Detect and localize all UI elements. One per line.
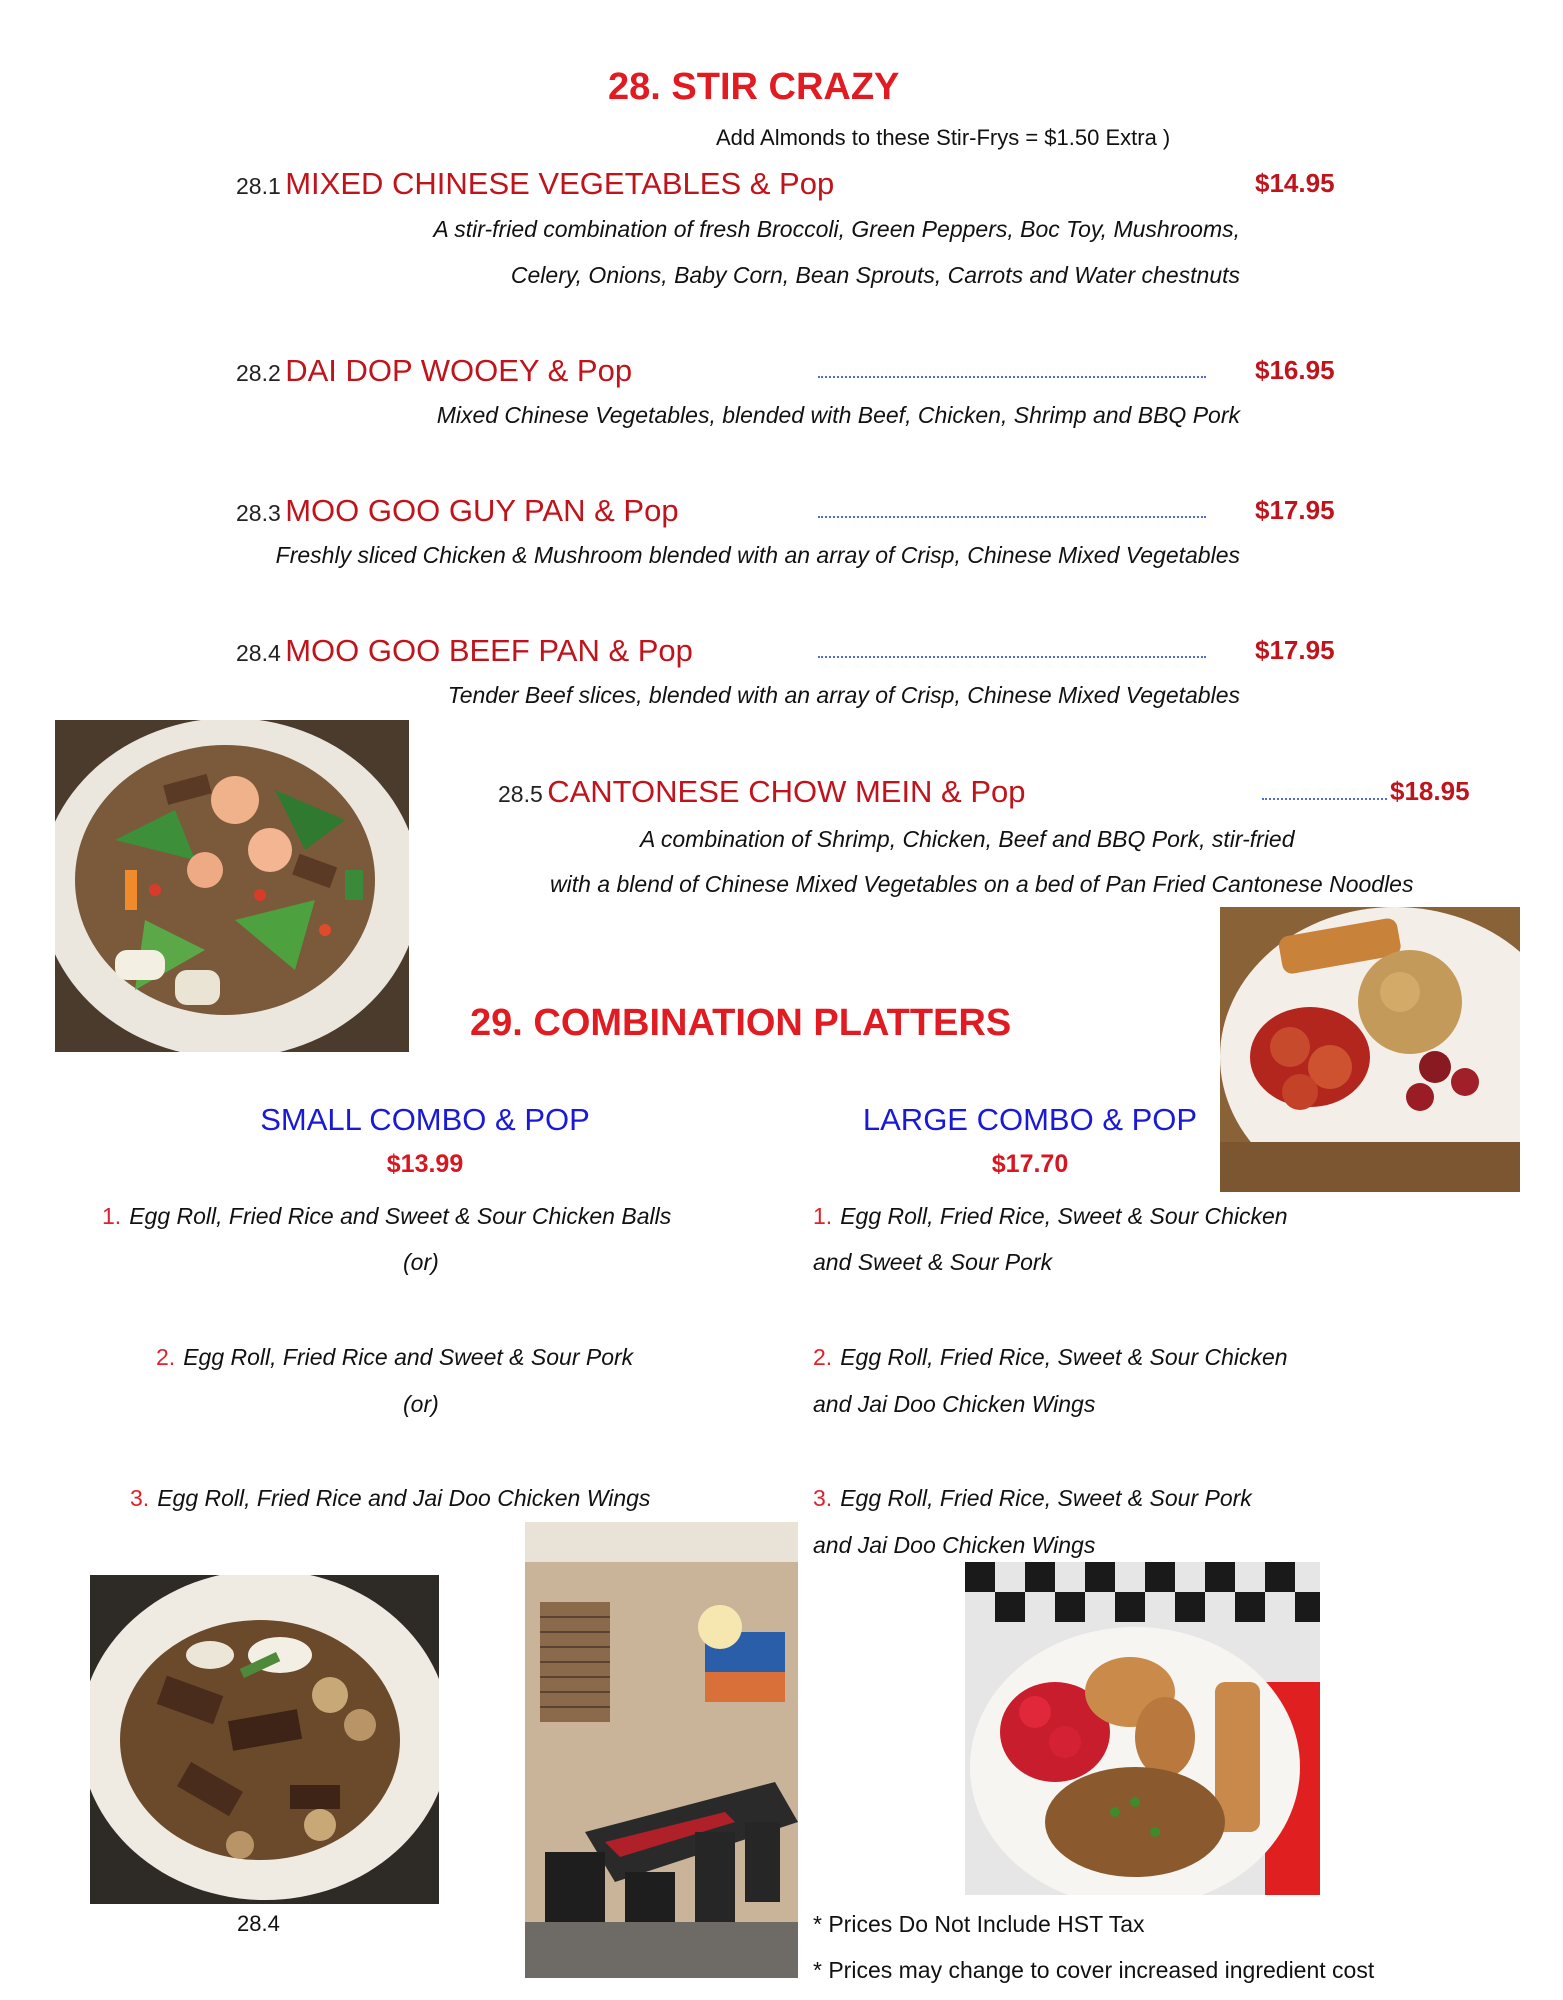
dot-leader [818, 656, 1206, 658]
menu-item-28-4 [236, 633, 693, 669]
option-text-line2: and Sweet & Sour Pork [813, 1249, 1053, 1275]
combo-plate-photo [1220, 907, 1520, 1192]
option-text: Egg Roll, Fried Rice and Jai Doo Chicken Wings [157, 1485, 651, 1511]
footnote-price-change: * Prices may change to cover increased ingredient cost [813, 1957, 1375, 1983]
item-price: $17.95 [1255, 495, 1335, 525]
item-description: Celery, Onions, Baby Corn, Bean Sprouts, Carrots and Water chestnuts [510, 262, 1240, 288]
dot-leader [818, 516, 1206, 518]
option-number: 3. [130, 1485, 150, 1511]
item-description: Mixed Chinese Vegetables, blended with Beef, Chicken, Shrimp and BBQ Pork [436, 402, 1240, 428]
large-combo-option-1 [813, 1203, 1288, 1230]
option-text-line2: and Jai Doo Chicken Wings [813, 1391, 1096, 1417]
beef-mushroom-photo [90, 1575, 439, 1904]
menu-item-28-3 [236, 493, 679, 529]
small-combo-heading: SMALL COMBO & POP [260, 1102, 590, 1137]
dot-leader [818, 376, 1206, 378]
item-number: 28.3 [236, 500, 281, 526]
item-name: MOO GOO GUY PAN & Pop [285, 493, 679, 528]
photo-caption: 28.4 [237, 1911, 280, 1936]
item-number: 28.5 [498, 781, 543, 807]
item-name: MIXED CHINESE VEGETABLES & Pop [285, 166, 835, 201]
option-number: 1. [102, 1203, 122, 1229]
large-combo-price: $17.70 [991, 1150, 1069, 1178]
option-text: Egg Roll, Fried Rice, Sweet & Sour Pork [840, 1485, 1252, 1511]
menu-item-28-1 [236, 166, 834, 202]
footnote-hst: * Prices Do Not Include HST Tax [813, 1911, 1145, 1937]
item-price: $14.95 [1255, 168, 1335, 198]
item-description: Tender Beef slices, blended with an array of Crisp, Chinese Mixed Vegetables [447, 682, 1240, 708]
menu-item-28-5 [498, 774, 1026, 810]
item-description: A stir-fried combination of fresh Broccoli, Green Peppers, Boc Toy, Mushrooms, [433, 216, 1240, 242]
option-or: (or) [403, 1391, 439, 1417]
stir-fry-photo [55, 720, 409, 1052]
menu-item-28-2 [236, 353, 632, 389]
item-price: $18.95 [1390, 776, 1470, 806]
large-combo-option-2 [813, 1344, 1288, 1371]
small-combo-option-3 [130, 1485, 650, 1512]
combo-plate-bottom-photo [965, 1562, 1320, 1895]
large-combo-heading: LARGE COMBO & POP [862, 1102, 1198, 1137]
item-number: 28.4 [236, 640, 281, 666]
large-combo-option-3 [813, 1485, 1252, 1512]
item-name: DAI DOP WOOEY & Pop [285, 353, 633, 388]
small-combo-option-2 [156, 1344, 633, 1371]
item-price: $17.95 [1255, 635, 1335, 665]
option-text: Egg Roll, Fried Rice, Sweet & Sour Chicken [840, 1344, 1288, 1370]
dot-leader [1262, 798, 1387, 800]
item-description: with a blend of Chinese Mixed Vegetables on a bed of Pan Fried Cantonese Noodles [550, 871, 1414, 897]
almonds-note: Add Almonds to these Stir-Frys = $1.50 Extra ) [716, 125, 1171, 150]
option-text-line2: and Jai Doo Chicken Wings [813, 1532, 1096, 1558]
small-combo-price: $13.99 [386, 1150, 464, 1178]
item-number: 28.2 [236, 360, 281, 386]
item-number: 28.1 [236, 173, 281, 199]
option-text: Egg Roll, Fried Rice, Sweet & Sour Chicken [840, 1203, 1288, 1229]
item-name: CANTONESE CHOW MEIN & Pop [547, 774, 1026, 809]
item-description: Freshly sliced Chicken & Mushroom blended with an array of Crisp, Chinese Mixed Vegetables [275, 542, 1240, 568]
option-text: Egg Roll, Fried Rice and Sweet & Sour Chicken Balls [129, 1203, 672, 1229]
option-number: 2. [156, 1344, 176, 1370]
option-number: 1. [813, 1203, 833, 1229]
dining-room-photo [525, 1522, 798, 1978]
small-combo-option-1 [102, 1203, 671, 1230]
option-number: 2. [813, 1344, 833, 1370]
item-price: $16.95 [1255, 355, 1335, 385]
item-name: MOO GOO BEEF PAN & Pop [285, 633, 693, 668]
item-description: A combination of Shrimp, Chicken, Beef and BBQ Pork, stir-fried [640, 826, 1295, 852]
option-or: (or) [403, 1249, 439, 1275]
section-28-title: 28. STIR CRAZY [608, 66, 900, 108]
option-number: 3. [813, 1485, 833, 1511]
section-29-title: 29. COMBINATION PLATTERS [470, 1002, 1012, 1044]
option-text: Egg Roll, Fried Rice and Sweet & Sour Pork [183, 1344, 634, 1370]
